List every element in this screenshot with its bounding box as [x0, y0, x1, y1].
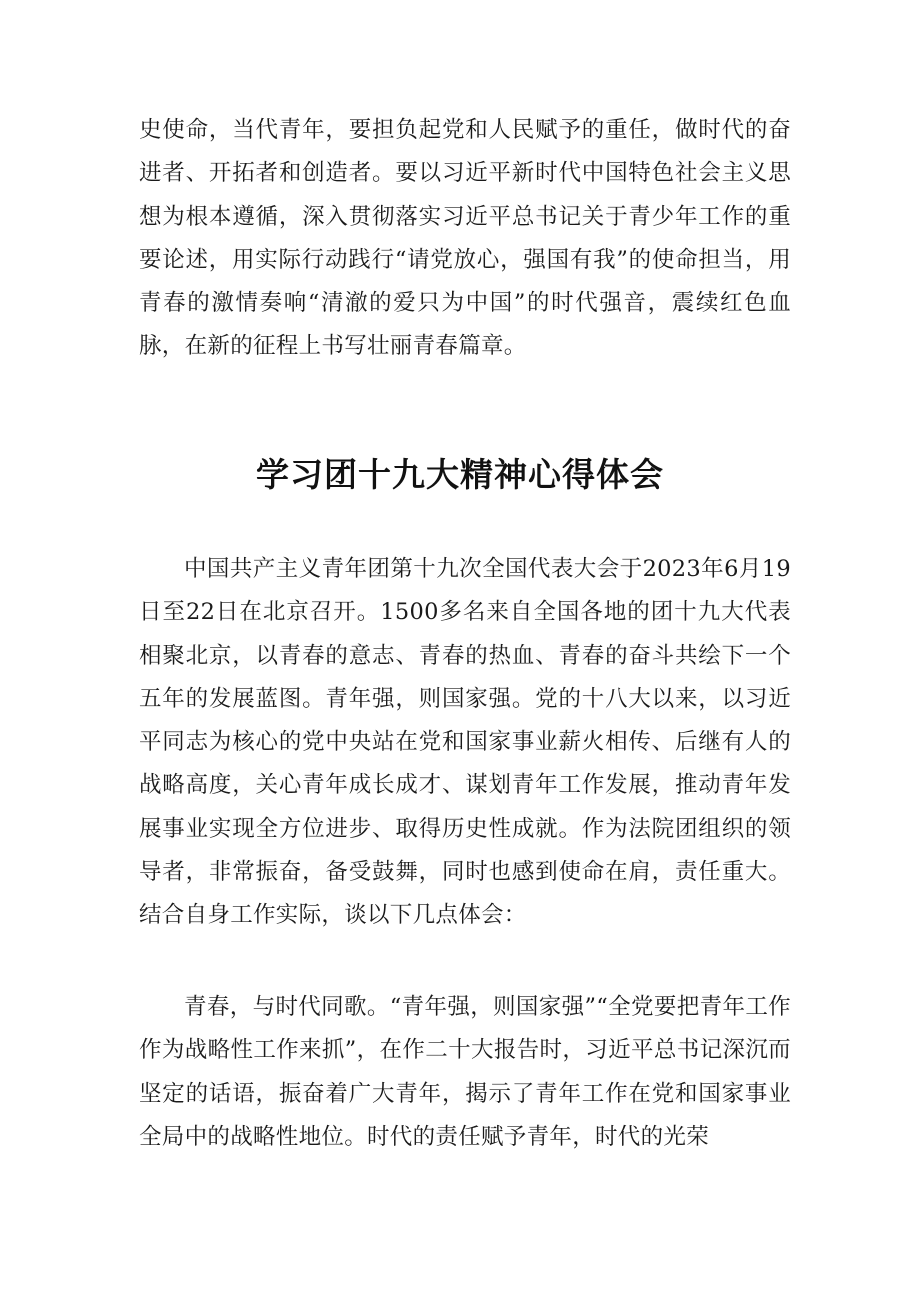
continuation-paragraph: 史使命，当代青年，要担负起党和人民赋予的重任，做时代的奋进者、开拓者和创造者。要以习近平新时代中国特色社会主义思想为根本遵循，深入贯彻落实习近平总书记关于青少年工作的重要论述，用实际行动践行“请党放心，强国有我”的使命担当，用青春的激情奏响“清澈的爱只为中国”的时代强音，震续红色血脉，在新的征程上书写壮丽青春篇章。: [139, 117, 791, 360]
article-title: 学习团十九大精神心得体会: [256, 455, 664, 494]
article-paragraph-1: 中国共产主义青年团第十九次全国代表大会于2023年6月19日至22日在北京召开。1500多名来自全国各地的团十九大代表相聚北京，以青春的意志、青春的热血、青春的奋斗共绘下一个五年的发展蓝图。青年强，则国家强。党的十八大以来，以习近平同志为核心的党中央站在党和国家事业薪火相传、后继有人的战略高度，关心青年成长成才、谋划青年工作发展，推动青年发展事业实现全方位进步、取得历史性成就。作为法院团组织的领导者，非常振奋，备受鼓舞，同时也感到使命在肩，责任重大。结合自身工作实际，谈以下几点体会：: [139, 556, 791, 929]
article-paragraph-2: 青春，与时代同歌。“青年强，则国家强”“全党要把青年工作作为战略性工作来抓”，在作二十大报告时，习近平总书记深沉而坚定的话语，振奋着广大青年，揭示了青年工作在党和国家事业全局中的战略性地位。时代的责任赋予青年，时代的光荣: [139, 994, 791, 1150]
